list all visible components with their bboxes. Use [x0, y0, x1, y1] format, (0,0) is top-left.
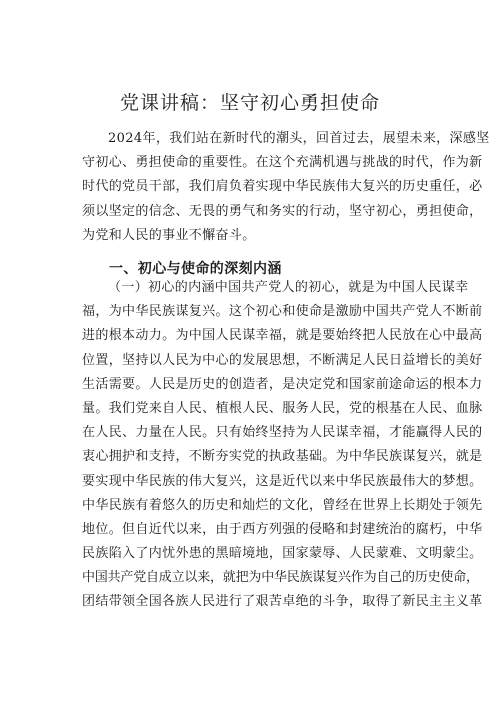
paragraph-line: 位置，坚持以人民为中心的发展思想，不断满足人民日益增长的美好 [82, 352, 483, 368]
paragraph-line: 生活需要。人民是历史的创造者，是决定党和国家前途命运的根本力 [82, 376, 483, 392]
paragraph-line: （一）初心的内涵中国共产党人的初心，就是为中国人民谋幸 [108, 280, 469, 295]
paragraph-line: 进的根本动力。为中国人民谋幸福，就是要始终把人民放在心中最高 [82, 328, 483, 344]
intro-paragraph [82, 127, 490, 248]
paragraph-line: 守初心、勇担使命的重要性。在这个充满机遇与挑战的时代，作为新 [82, 155, 483, 171]
section-heading: 一、初心与使命的深刻内涵 [109, 261, 282, 277]
document-title: 党课讲稿：坚守初心勇担使命 [119, 92, 380, 114]
section-paragraph [82, 276, 483, 615]
paragraph-line: 民族陷入了内忧外患的黑暗境地，国家蒙辱、人民蒙难、文明蒙尘。 [82, 546, 483, 562]
paragraph-line: 衷心拥护和支持，不断夯实党的执政基础。为中华民族谋复兴，就是 [82, 449, 483, 465]
paragraph-line: 量。我们党来自人民、植根人民、服务人民，党的根基在人民、血脉 [82, 400, 483, 416]
paragraph-line: 地位。但自近代以来，由于西方列强的侵略和封建统治的腐朽，中华 [82, 521, 483, 537]
paragraph-line: 要实现中华民族的伟大复兴，这是近代以来中华民族最伟大的梦想。 [82, 473, 483, 489]
paragraph-line: 中国共产党自成立以来，就把为中华民族谋复兴作为自己的历史使命， [82, 570, 479, 586]
paragraph-line: 团结带领全国各族人民进行了艰苦卓绝的斗争，取得了新民主主义革 [82, 594, 483, 610]
paragraph-line: 时代的党员干部，我们肩负着实现中华民族伟大复兴的历史重任，必 [82, 179, 483, 195]
paragraph-line: 为党和人民的事业不懈奋斗。 [82, 227, 256, 243]
paragraph-line: 2024年，我们站在新时代的潮头，回首过去，展望未来，深感坚 [108, 131, 490, 146]
paragraph-line: 中华民族有着悠久的历史和灿烂的文化，曾经在世界上长期处于领先 [82, 497, 483, 513]
paragraph-line: 须以坚定的信念、无畏的勇气和务实的行动，坚守初心，勇担使命， [82, 203, 483, 219]
paragraph-line: 在人民、力量在人民。只有始终坚持为人民谋幸福，才能赢得人民的 [82, 425, 483, 441]
paragraph-line: 福，为中华民族谋复兴。这个初心和使命是激励中国共产党人不断前 [82, 304, 483, 320]
